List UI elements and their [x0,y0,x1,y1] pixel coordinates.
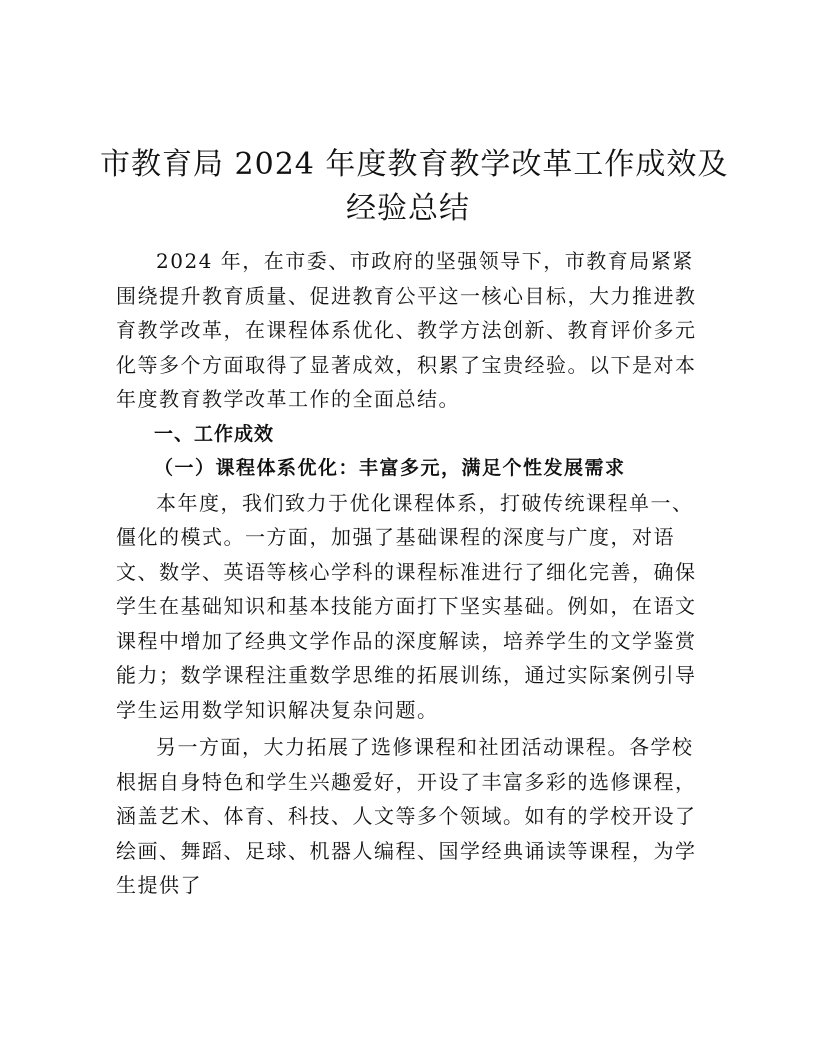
intro-paragraph: 2024 年，在市委、市政府的坚强领导下，市教育局紧紧围绕提升教育质量、促进教育公平这一核心目标，大力推进教育教学改革，在课程体系优化、教学方法创新、教育评价多元化等多个方面取得了显著成效，积累了宝贵经验。以下是对本年度教育教学改革工作的全面总结。 [116,249,697,411]
document-body [116,244,706,903]
document-title [100,143,729,231]
subsection-heading: （一）课程体系优化：丰富多元，满足个性发展需求 [154,457,626,479]
body-paragraph-2: 另一方面，大力拓展了选修课程和社团活动课程。各学校根据自身特色和学生兴趣爱好，开设了丰富多彩的选修课程，涵盖艺术、体育、科技、人文等多个领域。如有的学校开设了绘画、舞蹈、足球、机器人编程、国学经典诵读等课程，为学生提供了 [116,735,697,897]
title-line-2: 经验总结 [346,191,470,226]
title-line-1: 市教育局 2024 年度教育教学改革工作成效及 [100,147,729,182]
section-heading: 一、工作成效 [154,422,275,445]
body-paragraph-1: 本年度，我们致力于优化课程体系，打破传统课程单一、僵化的模式。一方面，加强了基础课程的深度与广度，对语文、数学、英语等核心学科的课程标准进行了细化完善，确保学生在基础知识和基本技能方面打下坚实基础。例如，在语文课程中增加了经典文学作品的深度解读，培养学生的文学鉴赏能力；数学课程注重数学思维的拓展训练，通过实际案例引导学生运用数学知识解决复杂问题。 [116,490,697,722]
